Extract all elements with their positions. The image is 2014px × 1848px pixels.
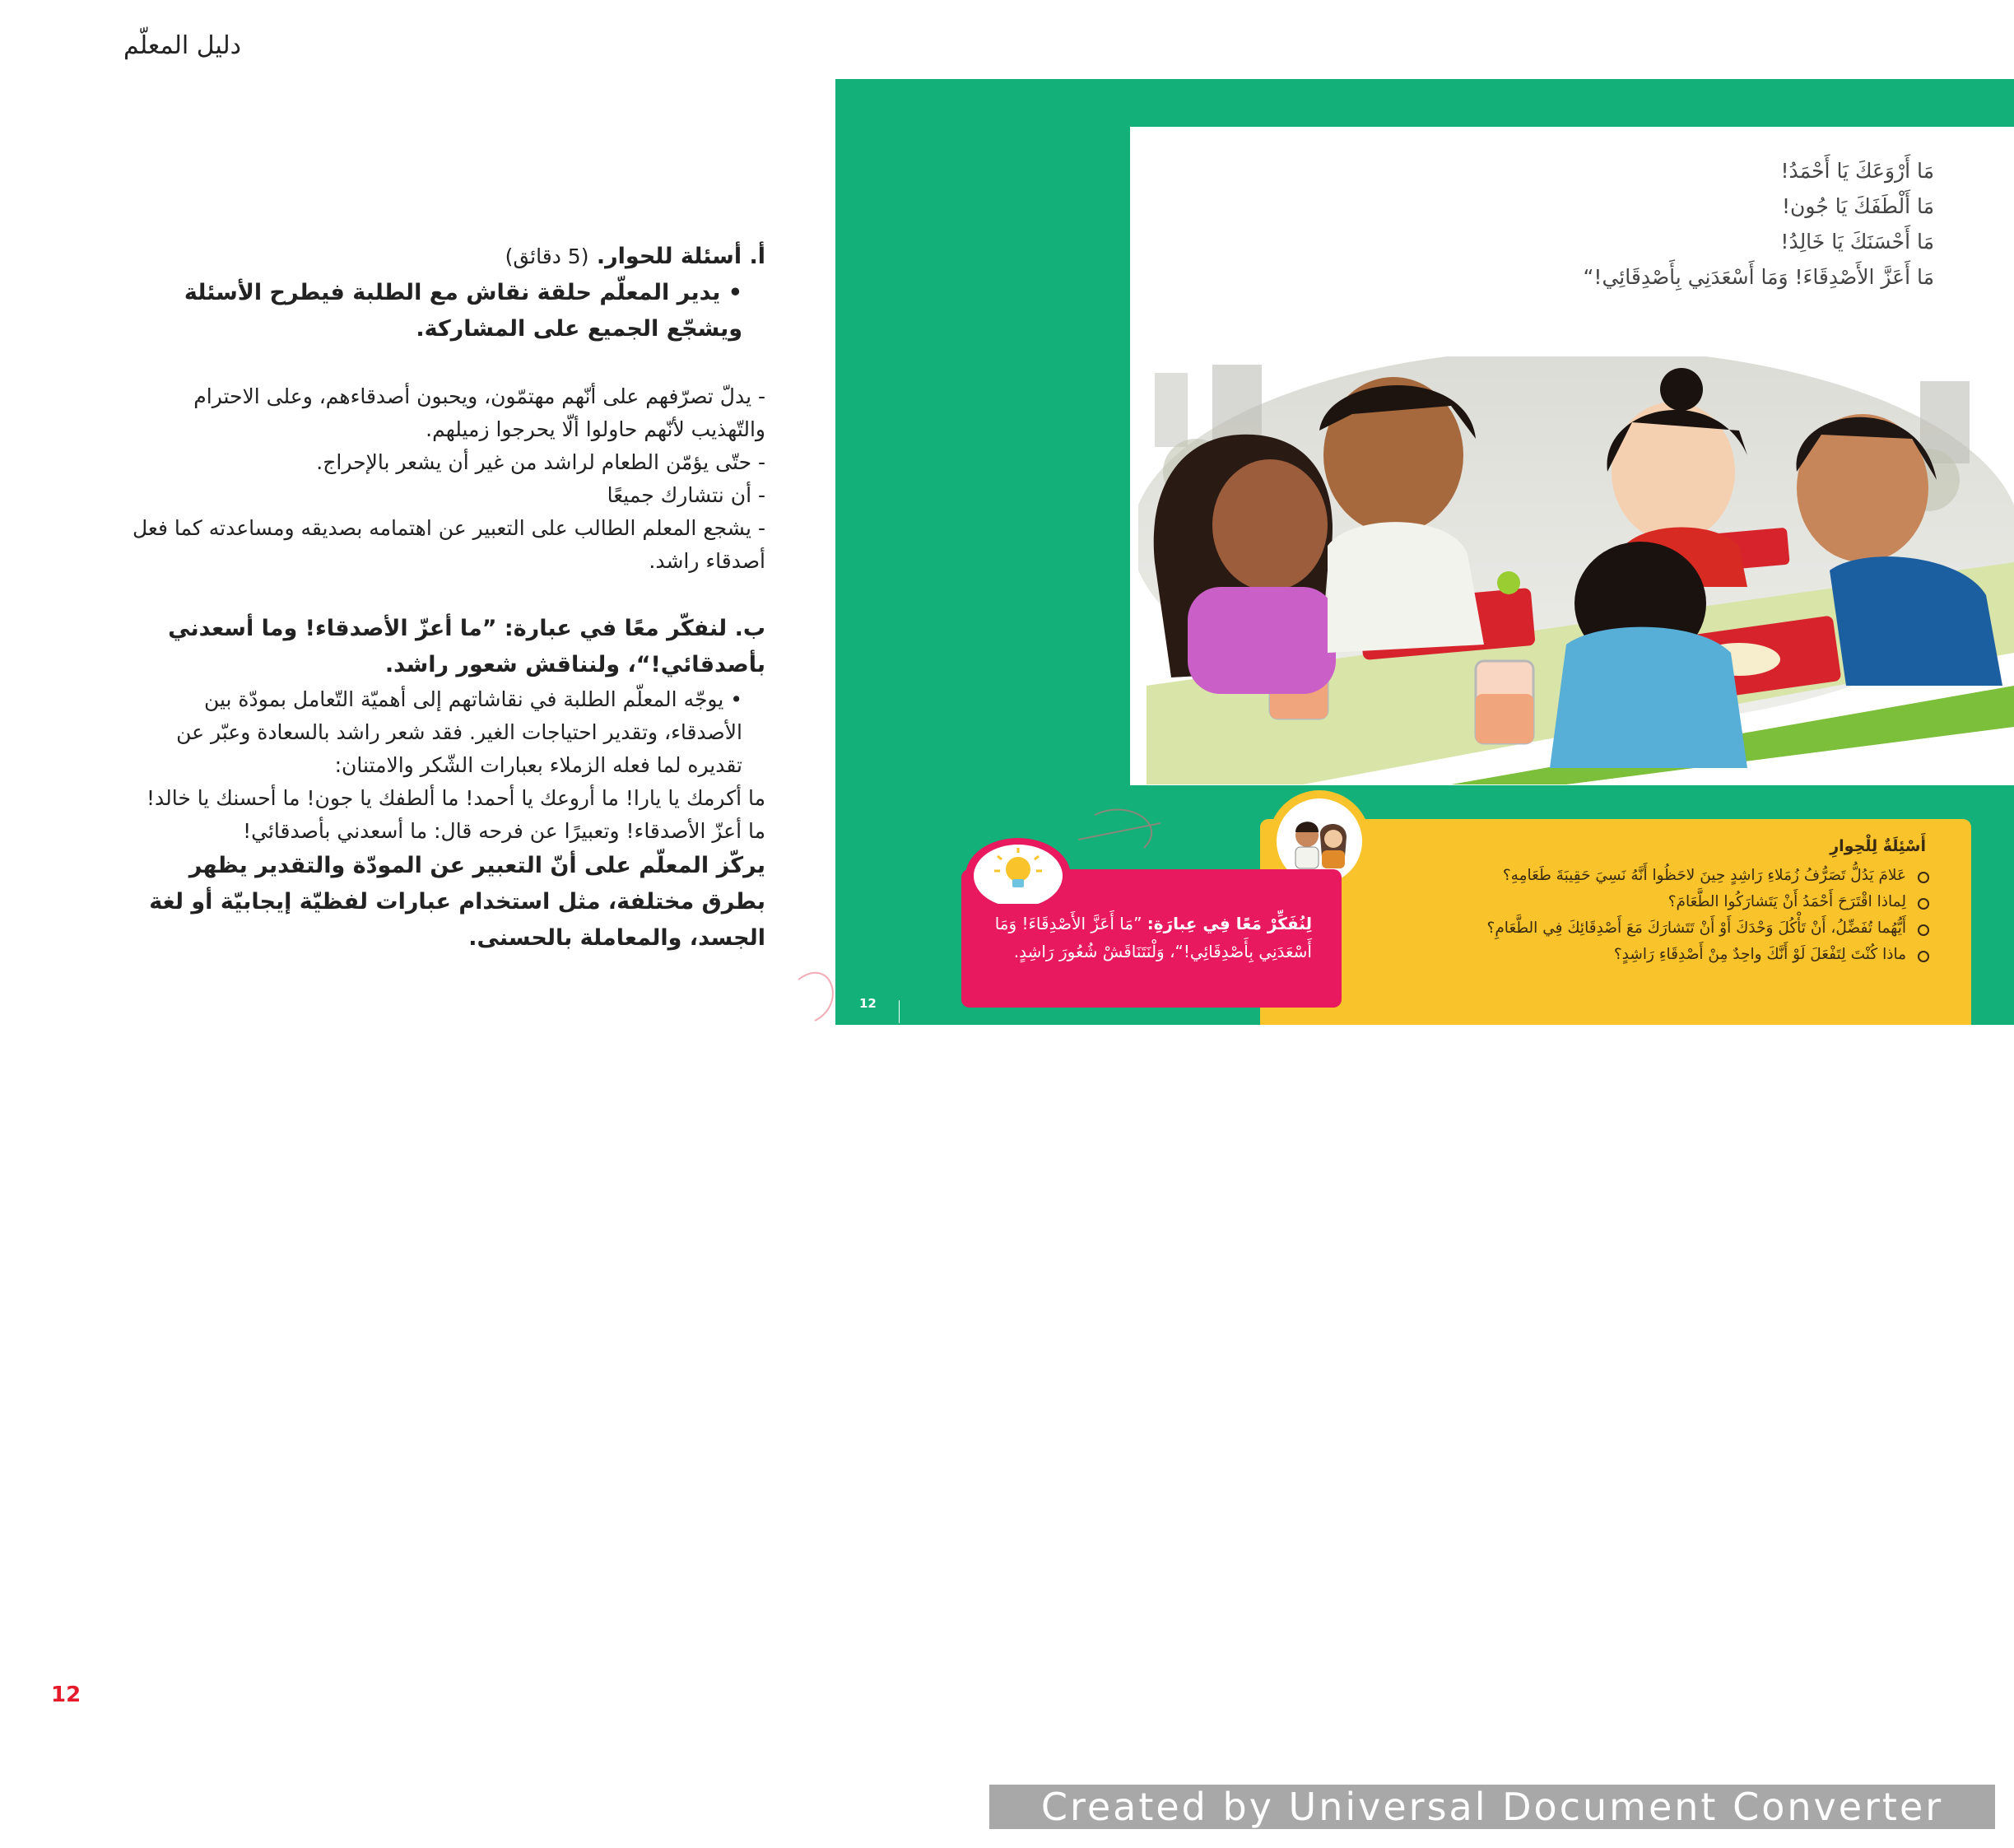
dialogue-title: أَسْئِلَةٌ لِلْحِوارِ bbox=[1830, 837, 1926, 855]
think-lead: لِنُفَكِّرْ مَعًا فِي عِبارَةِ: bbox=[1147, 914, 1312, 933]
think-body: ”مَا أَعَزَّ الأَصْدِقَاءَ! وَمَا أَسْعَدَنِي بِأَصْدِقَائِي!“، وَلْنَتَنَاقَشْ شُعُورَ رَاشِدٍ. bbox=[994, 914, 1312, 961]
section-a-heading: أ. أسئلة للحوار. bbox=[596, 244, 765, 269]
teacher-notes bbox=[123, 239, 765, 957]
answer-1: - يدلّ تصرّفهم على أنّهم مهتمّون، ويحبون أصدقاءهم، وعلى الاحترام والتّهذيب لأنّهم حاولوا ألّا يحرجوا زميلهم. bbox=[193, 384, 765, 441]
think-together-text bbox=[971, 910, 1312, 966]
poem-line: مَا أَحْسَنَكَ يَا خَالِدُ! bbox=[1780, 230, 1934, 254]
section-b-body: • يوجّه المعلّم الطلبة في نقاشاتهم إلى أهميّة التّعامل بمودّة بين الأصدقاء، وتقدير احتياجات الغير. فقد شعر راشد بالسعادة وعبّر عن تقديره لما فعله الزملاء بعبارات الشّكر والامتنان: bbox=[176, 687, 742, 777]
poem-line: مَا أَلْطَفَكَ يَا جُون! bbox=[1782, 194, 1934, 218]
converter-watermark: Created by Universal Document Converter bbox=[989, 1785, 1995, 1829]
answer-4: - يشجع المعلم الطالب على التعبير عن اهتمامه بصديقه ومساعدته كما فعل أصدقاء راشد. bbox=[132, 516, 765, 573]
page-number: 12 bbox=[51, 1683, 81, 1707]
section-b-heading: ب. لنفكّر معًا في عبارة: ”ما أعزّ الأصدقاء! وما أسعدني بأصدقائي!“، ولنناقش شعور راشد. bbox=[168, 616, 765, 677]
poem bbox=[1317, 153, 1934, 295]
section-b-closing: يركّز المعلّم على أنّ التعبير عن المودّة والتقدير يظهر بطرق مختلفة، مثل استخدام عبارات لفظيّة إيجابيّة أو لغة الجسد، والمعاملة بالحسنى. bbox=[149, 853, 765, 951]
header-title: دليل المعلّم bbox=[123, 31, 241, 60]
poem-line: مَا أَعَزَّ الأَصْدِقَاءَ! وَمَا أَسْعَدَنِي بِأَصْدِقَائِي!“ bbox=[1583, 265, 1934, 289]
poem-line: مَا أَرْوَعَكَ يَا أَحْمَدُ! bbox=[1780, 159, 1934, 183]
dialogue-question: عَلامَ يَدُلُّ تَصَرُّفُ زُمَلاءِ رَاشِدٍ حِينَ لاحَظُوا أَنَّهُ نَسِيَ حَقِيبَةَ طَعَامِهِ؟ bbox=[1309, 863, 1934, 889]
answer-2: - حتّى يؤمّن الطعام لراشد من غير أن يشعر بالإحراج. bbox=[316, 450, 765, 474]
children-lunch-illustration bbox=[1138, 356, 2014, 784]
section-a-intro: • يدير المعلّم حلقة نقاش مع الطلبة فيطرح الأسئلة ويشجّع الجميع على المشاركة. bbox=[184, 280, 742, 342]
dialogue-question: لِماذا اقْتَرَحَ أَحْمَدُ أَنْ يَتَشارَكُوا الطَّعَامَ؟ bbox=[1309, 889, 1934, 915]
section-a-heading-line bbox=[123, 239, 765, 275]
dialogue-question: ماذا كُنْتَ لِتَفْعَلَ لَوْ أَنَّكَ واحِدٌ مِنْ أَصْدِقَاءِ رَاشِدٍ؟ bbox=[1309, 942, 1934, 968]
section-b-quote: ما أكرمك يا يارا! ما أروعك يا أحمد! ما ألطفك يا جون! ما أحسنك يا خالد! ما أعزّ الأصدقاء! وتعبيرًا عن فرحه قال: ما أسعدني بأصدقائي! bbox=[146, 786, 765, 843]
dialogue-question: أَيُّهُما تُفَضِّلُ، أَنْ تَأْكُلَ وَحْدَكَ أَوْ أَنْ تَتَشارَكَ مَعَ أَصْدِقَائِكَ فِي الطَّعَامِ؟ bbox=[1309, 915, 1934, 942]
dialogue-questions-list bbox=[1309, 863, 1934, 968]
lightbulb-icon bbox=[961, 835, 1075, 904]
book-page-divider bbox=[899, 1000, 900, 1023]
book-page-number: 12 bbox=[859, 996, 877, 1011]
section-a-duration: (5 دقائق) bbox=[505, 244, 589, 268]
answer-3: - أن نتشارك جميعًا bbox=[607, 483, 765, 507]
